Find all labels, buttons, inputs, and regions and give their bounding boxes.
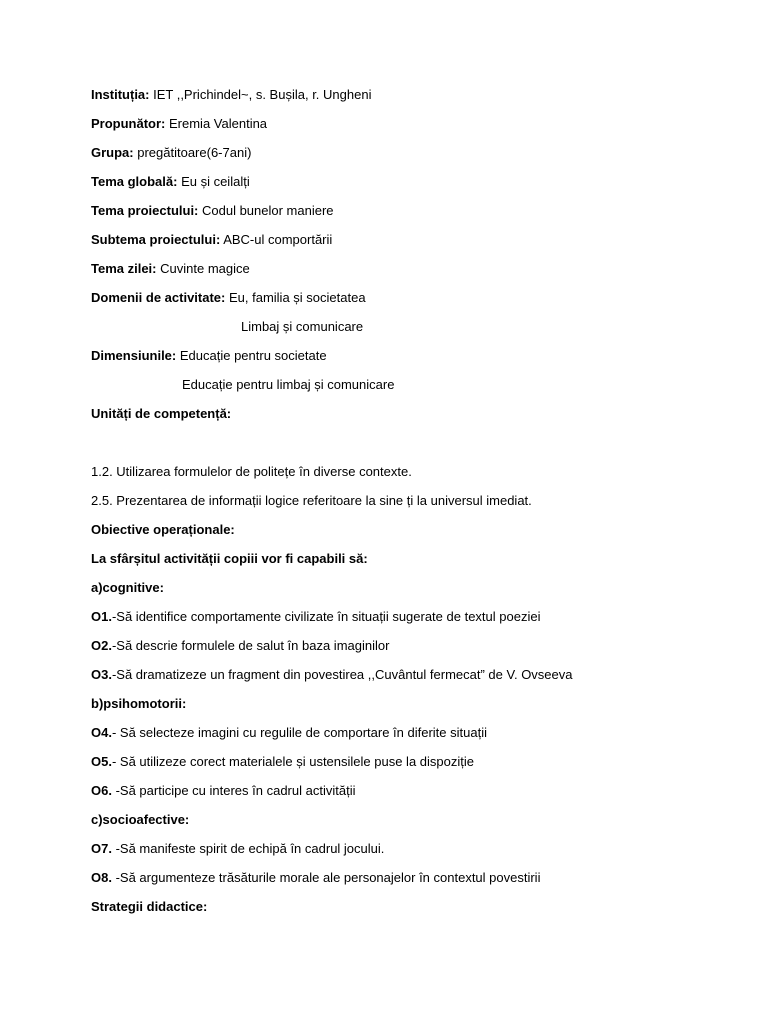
objective-item-o7 — [91, 841, 384, 857]
competenta-item-2: 2.5. Prezentarea de informații logice referitoare la sine ți la universul imediat. — [91, 493, 532, 508]
grupa-line — [91, 145, 251, 161]
objective-text: -Să manifeste spirit de echipă în cadrul jocului. — [111, 841, 385, 856]
dimensiunile-label: Dimensiunile: — [91, 348, 177, 363]
tema-zilei-line — [91, 261, 250, 277]
objective-item-o2 — [91, 638, 389, 654]
group-psihomotorii-title: b)psihomotorii: — [91, 696, 187, 711]
institutia-label: Instituția: — [91, 87, 150, 102]
objective-code: O2. — [91, 638, 112, 653]
objective-item-o5 — [91, 754, 474, 770]
obiective-heading: Obiective operaționale: — [91, 522, 235, 537]
subtema-proiectului-label: Subtema proiectului: — [91, 232, 221, 247]
dimensiunile-line — [91, 348, 327, 364]
objective-code: O4. — [91, 725, 112, 740]
tema-zilei-label: Tema zilei: — [91, 261, 157, 276]
objective-item-o6 — [91, 783, 355, 799]
objective-text: -Să argumenteze trăsăturile morale ale personajelor în contextul povestirii — [111, 870, 541, 885]
domenii-label: Domenii de activitate: — [91, 290, 226, 305]
tema-proiectului-value: Codul bunelor maniere — [198, 203, 334, 218]
objective-item-o1 — [91, 609, 540, 625]
subtema-proiectului-line — [91, 232, 332, 248]
objective-code: O5. — [91, 754, 112, 769]
propunator-label: Propunător: — [91, 116, 166, 131]
dimensiunile-line-2 — [182, 377, 394, 393]
objective-text: - Să utilizeze corect materialele și ustensilele puse la dispoziție — [111, 754, 474, 769]
grupa-label: Grupa: — [91, 145, 134, 160]
institutia-value: IET ,,Prichindel~, s. Bușila, r. Ungheni — [149, 87, 372, 102]
obiective-intro: La sfârșitul activității copiii vor fi capabili să: — [91, 551, 368, 566]
objective-item-o4 — [91, 725, 487, 741]
propunator-line — [91, 116, 267, 132]
objective-code: O7. — [91, 841, 112, 856]
domenii-line-2 — [241, 319, 363, 335]
propunator-value: Eremia Valentina — [165, 116, 268, 131]
objective-text: -Să descrie formulele de salut în baza imaginilor — [111, 638, 390, 653]
domenii-value-2: Limbaj și comunicare — [241, 319, 364, 334]
tema-globala-line — [91, 174, 250, 190]
objective-code: O6. — [91, 783, 112, 798]
strategii-heading: Strategii didactice: — [91, 899, 208, 914]
tema-globala-label: Tema globală: — [91, 174, 178, 189]
group-socioafective-title: c)socioafective: — [91, 812, 190, 827]
tema-zilei-value: Cuvinte magice — [156, 261, 250, 276]
domenii-line — [91, 290, 366, 306]
tema-globala-value: Eu și ceilalți — [177, 174, 250, 189]
objective-code: O3. — [91, 667, 112, 682]
tema-proiectului-label: Tema proiectului: — [91, 203, 199, 218]
grupa-value: pregătitoare(6-7ani) — [133, 145, 252, 160]
objective-item-o8 — [91, 870, 540, 886]
dimensiunile-value-2: Educație pentru limbaj și comunicare — [182, 377, 395, 392]
institutia-line — [91, 87, 371, 103]
objective-item-o3 — [91, 667, 573, 683]
objective-code: O8. — [91, 870, 112, 885]
group-cognitive-title: a)cognitive: — [91, 580, 164, 595]
competente-heading: Unități de competență: — [91, 406, 232, 421]
competenta-item-1: 1.2. Utilizarea formulelor de politețe în diverse contexte. — [91, 464, 412, 479]
objective-text: -Să participe cu interes în cadrul activității — [111, 783, 356, 798]
objective-code: O1. — [91, 609, 112, 624]
tema-proiectului-line — [91, 203, 334, 219]
objective-text: -Să dramatizeze un fragment din povestirea ,,Cuvântul fermecat” de V. Ovseeva — [111, 667, 573, 682]
dimensiunile-value: Educație pentru societate — [176, 348, 327, 363]
domenii-value: Eu, familia și societatea — [225, 290, 366, 305]
objective-text: -Să identifice comportamente civilizate în situații sugerate de textul poeziei — [111, 609, 541, 624]
objective-text: - Să selecteze imagini cu regulile de comportare în diferite situații — [111, 725, 487, 740]
subtema-proiectului-value: ABC-ul comportării — [220, 232, 333, 247]
